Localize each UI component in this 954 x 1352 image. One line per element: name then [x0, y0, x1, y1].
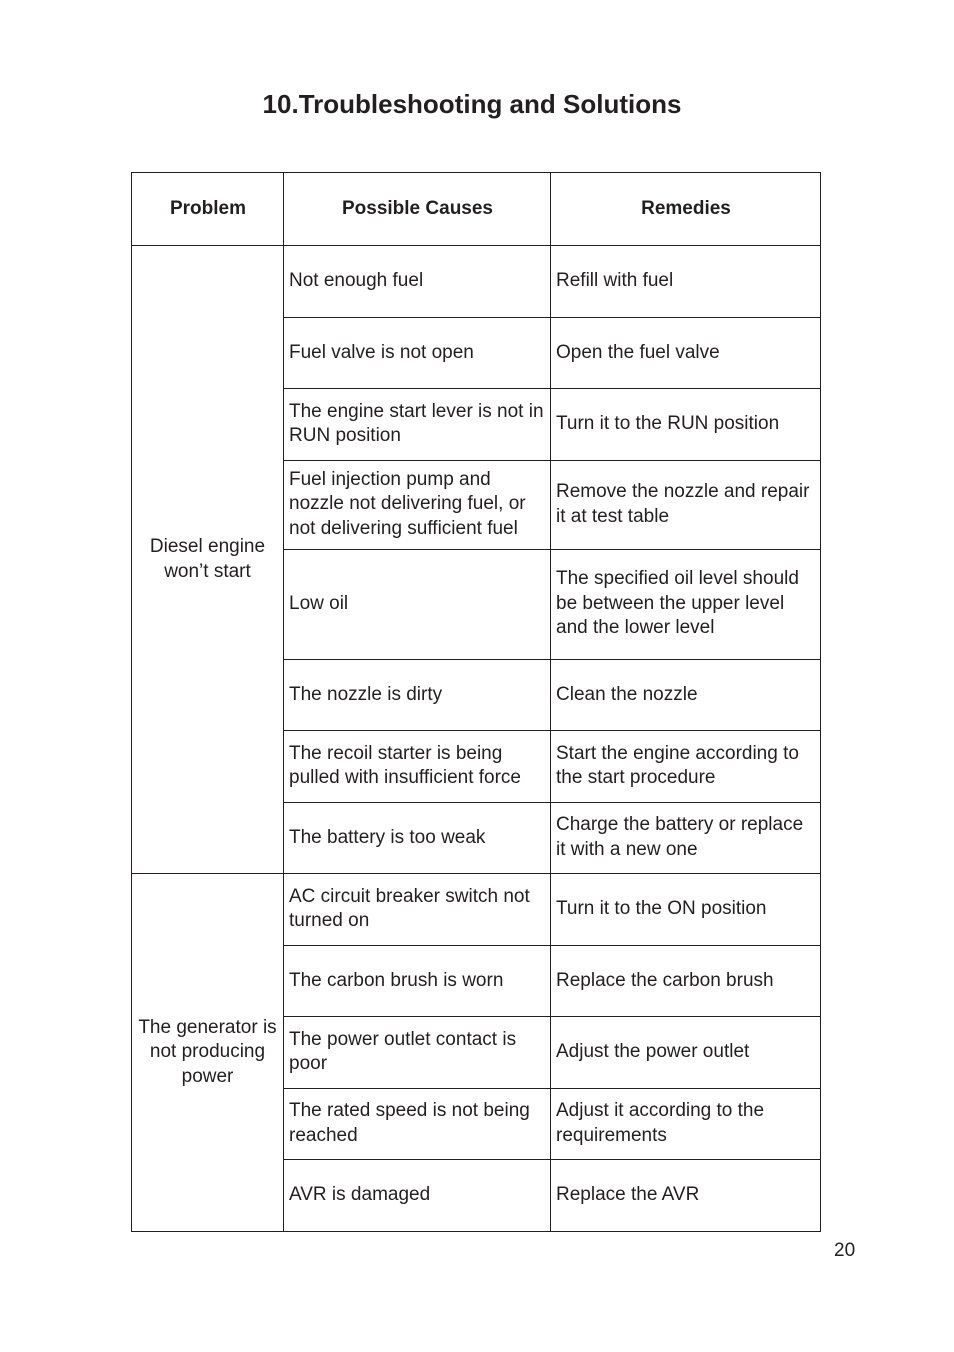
header-problem: Problem	[132, 173, 284, 246]
page-title: 10.Troubleshooting and Solutions	[262, 89, 682, 119]
cause-cell: The rated speed is not being reached	[284, 1088, 551, 1160]
cause-cell: The engine start lever is not in RUN position	[284, 389, 551, 461]
cause-cell: The battery is too weak	[284, 802, 551, 874]
cause-cell: The nozzle is dirty	[284, 659, 551, 731]
table-row	[132, 874, 821, 946]
cause-cell: Fuel injection pump and nozzle not delivering fuel, or not delivering sufficient fuel	[284, 460, 551, 549]
remedy-cell: Start the engine according to the start procedure	[551, 731, 821, 803]
remedy-cell: Clean the nozzle	[551, 659, 821, 731]
table-header-row	[132, 173, 821, 246]
problem-cell: Diesel engine won’t start	[132, 246, 284, 874]
troubleshooting-table	[131, 172, 821, 1232]
remedy-cell: Turn it to the ON position	[551, 874, 821, 946]
cause-cell: AVR is damaged	[284, 1160, 551, 1232]
remedy-cell: Adjust the power outlet	[551, 1017, 821, 1089]
remedy-cell: Remove the nozzle and repair it at test table	[551, 460, 821, 549]
remedy-cell: Refill with fuel	[551, 246, 821, 318]
problem-cell: The generator is not producing power	[132, 874, 284, 1232]
remedy-cell: Replace the AVR	[551, 1160, 821, 1232]
remedy-cell: The specified oil level should be between the upper level and the lower level	[551, 549, 821, 659]
page-number: 20	[834, 1240, 856, 1261]
cause-cell: The carbon brush is worn	[284, 945, 551, 1017]
cause-cell: Low oil	[284, 549, 551, 659]
cause-cell: AC circuit breaker switch not turned on	[284, 874, 551, 946]
remedy-cell: Replace the carbon brush	[551, 945, 821, 1017]
cause-cell: The recoil starter is being pulled with insufficient force	[284, 731, 551, 803]
cause-cell: Fuel valve is not open	[284, 317, 551, 389]
remedy-cell: Open the fuel valve	[551, 317, 821, 389]
remedy-cell: Turn it to the RUN position	[551, 389, 821, 461]
table-row	[132, 246, 821, 318]
remedy-cell: Charge the battery or replace it with a new one	[551, 802, 821, 874]
header-possible-causes: Possible Causes	[284, 173, 551, 246]
cause-cell: The power outlet contact is poor	[284, 1017, 551, 1089]
remedy-cell: Adjust it according to the requirements	[551, 1088, 821, 1160]
cause-cell: Not enough fuel	[284, 246, 551, 318]
header-remedies: Remedies	[551, 173, 821, 246]
